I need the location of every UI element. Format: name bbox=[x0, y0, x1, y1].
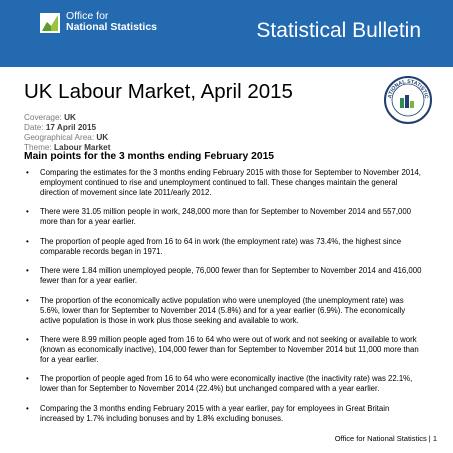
section-heading: Main points for the 3 months ending February 2015 bbox=[24, 151, 275, 162]
list-item: • The proportion of people aged from 16 to 64 in work (the employment rate) was 73.4%, the highest since comparable records began in 1971. bbox=[26, 236, 402, 256]
page-title: UK Labour Market, April 2015 bbox=[24, 80, 293, 103]
list-item: • There were 8.99 million people aged from 16 to 64 who were out of work and not seeking or available to work (known as economically inactive), 104,000 fewer than for September to November 2014 but 11,000 more than for a year earlier. bbox=[26, 334, 419, 364]
ons-logo-icon bbox=[40, 10, 62, 34]
header-banner bbox=[0, 0, 453, 67]
list-item: • Comparing the 3 months ending February 2015 with a year earlier, pay for employees in Great Britain increased by 1.7% including bonuses and by 1.8% excluding bonuses. bbox=[26, 403, 390, 423]
main-points-list bbox=[24, 168, 424, 433]
list-item: • The proportion of the economically active population who were unemployed (the unemployment rate) was 5.6%, lower than for September to November 2014 (5.8%) and for a year earlier (6.9%). The economically active population is those in work plus those seeking and available to work. bbox=[26, 295, 406, 325]
bullet-icon: • bbox=[26, 168, 29, 177]
bulletin-title: Statistical Bulletin bbox=[256, 19, 421, 42]
bullet-icon: • bbox=[26, 236, 29, 246]
list-item: • Comparing the estimates for the 3 months ending February 2015 with those for September to November 2014, employment continued to rise and unemployment continued to fall. These changes maintain the general direction of movement since late 2011/early 2012. bbox=[26, 168, 421, 197]
meta-date: Date: 17 April 2015 bbox=[24, 123, 97, 132]
list-item: • There were 1.84 million unemployed people, 76,000 fewer than for September to November 2014 and 416,000 fewer than for a year earlier. bbox=[26, 266, 422, 286]
bullet-icon: • bbox=[26, 295, 29, 305]
org-name bbox=[66, 11, 157, 33]
meta-coverage: Coverage: UK bbox=[24, 113, 76, 122]
bullet-icon: • bbox=[26, 334, 29, 344]
page-footer: Office for National Statistics | 1 bbox=[334, 434, 437, 443]
national-statistics-badge-icon bbox=[383, 75, 433, 125]
badge-text: ATIONAL STATISTIC bbox=[387, 78, 429, 100]
bullet-icon: • bbox=[26, 207, 29, 217]
meta-theme: Theme: Labour Market bbox=[24, 143, 111, 152]
list-item: • The proportion of people aged from 16 to 64 who were economically inactive (the inactivity rate) was 22.1%, lower than for September to November 2014 (22.4%) but unchanged compared with a year earlier. bbox=[26, 374, 413, 394]
ons-logo bbox=[40, 10, 158, 50]
document-metadata bbox=[24, 113, 110, 153]
org-line-1: Office for bbox=[66, 10, 109, 22]
bullet-icon: • bbox=[26, 403, 29, 413]
bullet-icon: • bbox=[26, 266, 29, 276]
org-line-2: National Statistics bbox=[66, 21, 158, 33]
meta-geographical-area: Geographical Area: UK bbox=[24, 133, 109, 142]
list-item: • There were 31.05 million people in work, 248,000 more than for September to November 2014 and 557,000 more than for a year earlier. bbox=[26, 207, 412, 227]
bullet-icon: • bbox=[26, 374, 29, 384]
